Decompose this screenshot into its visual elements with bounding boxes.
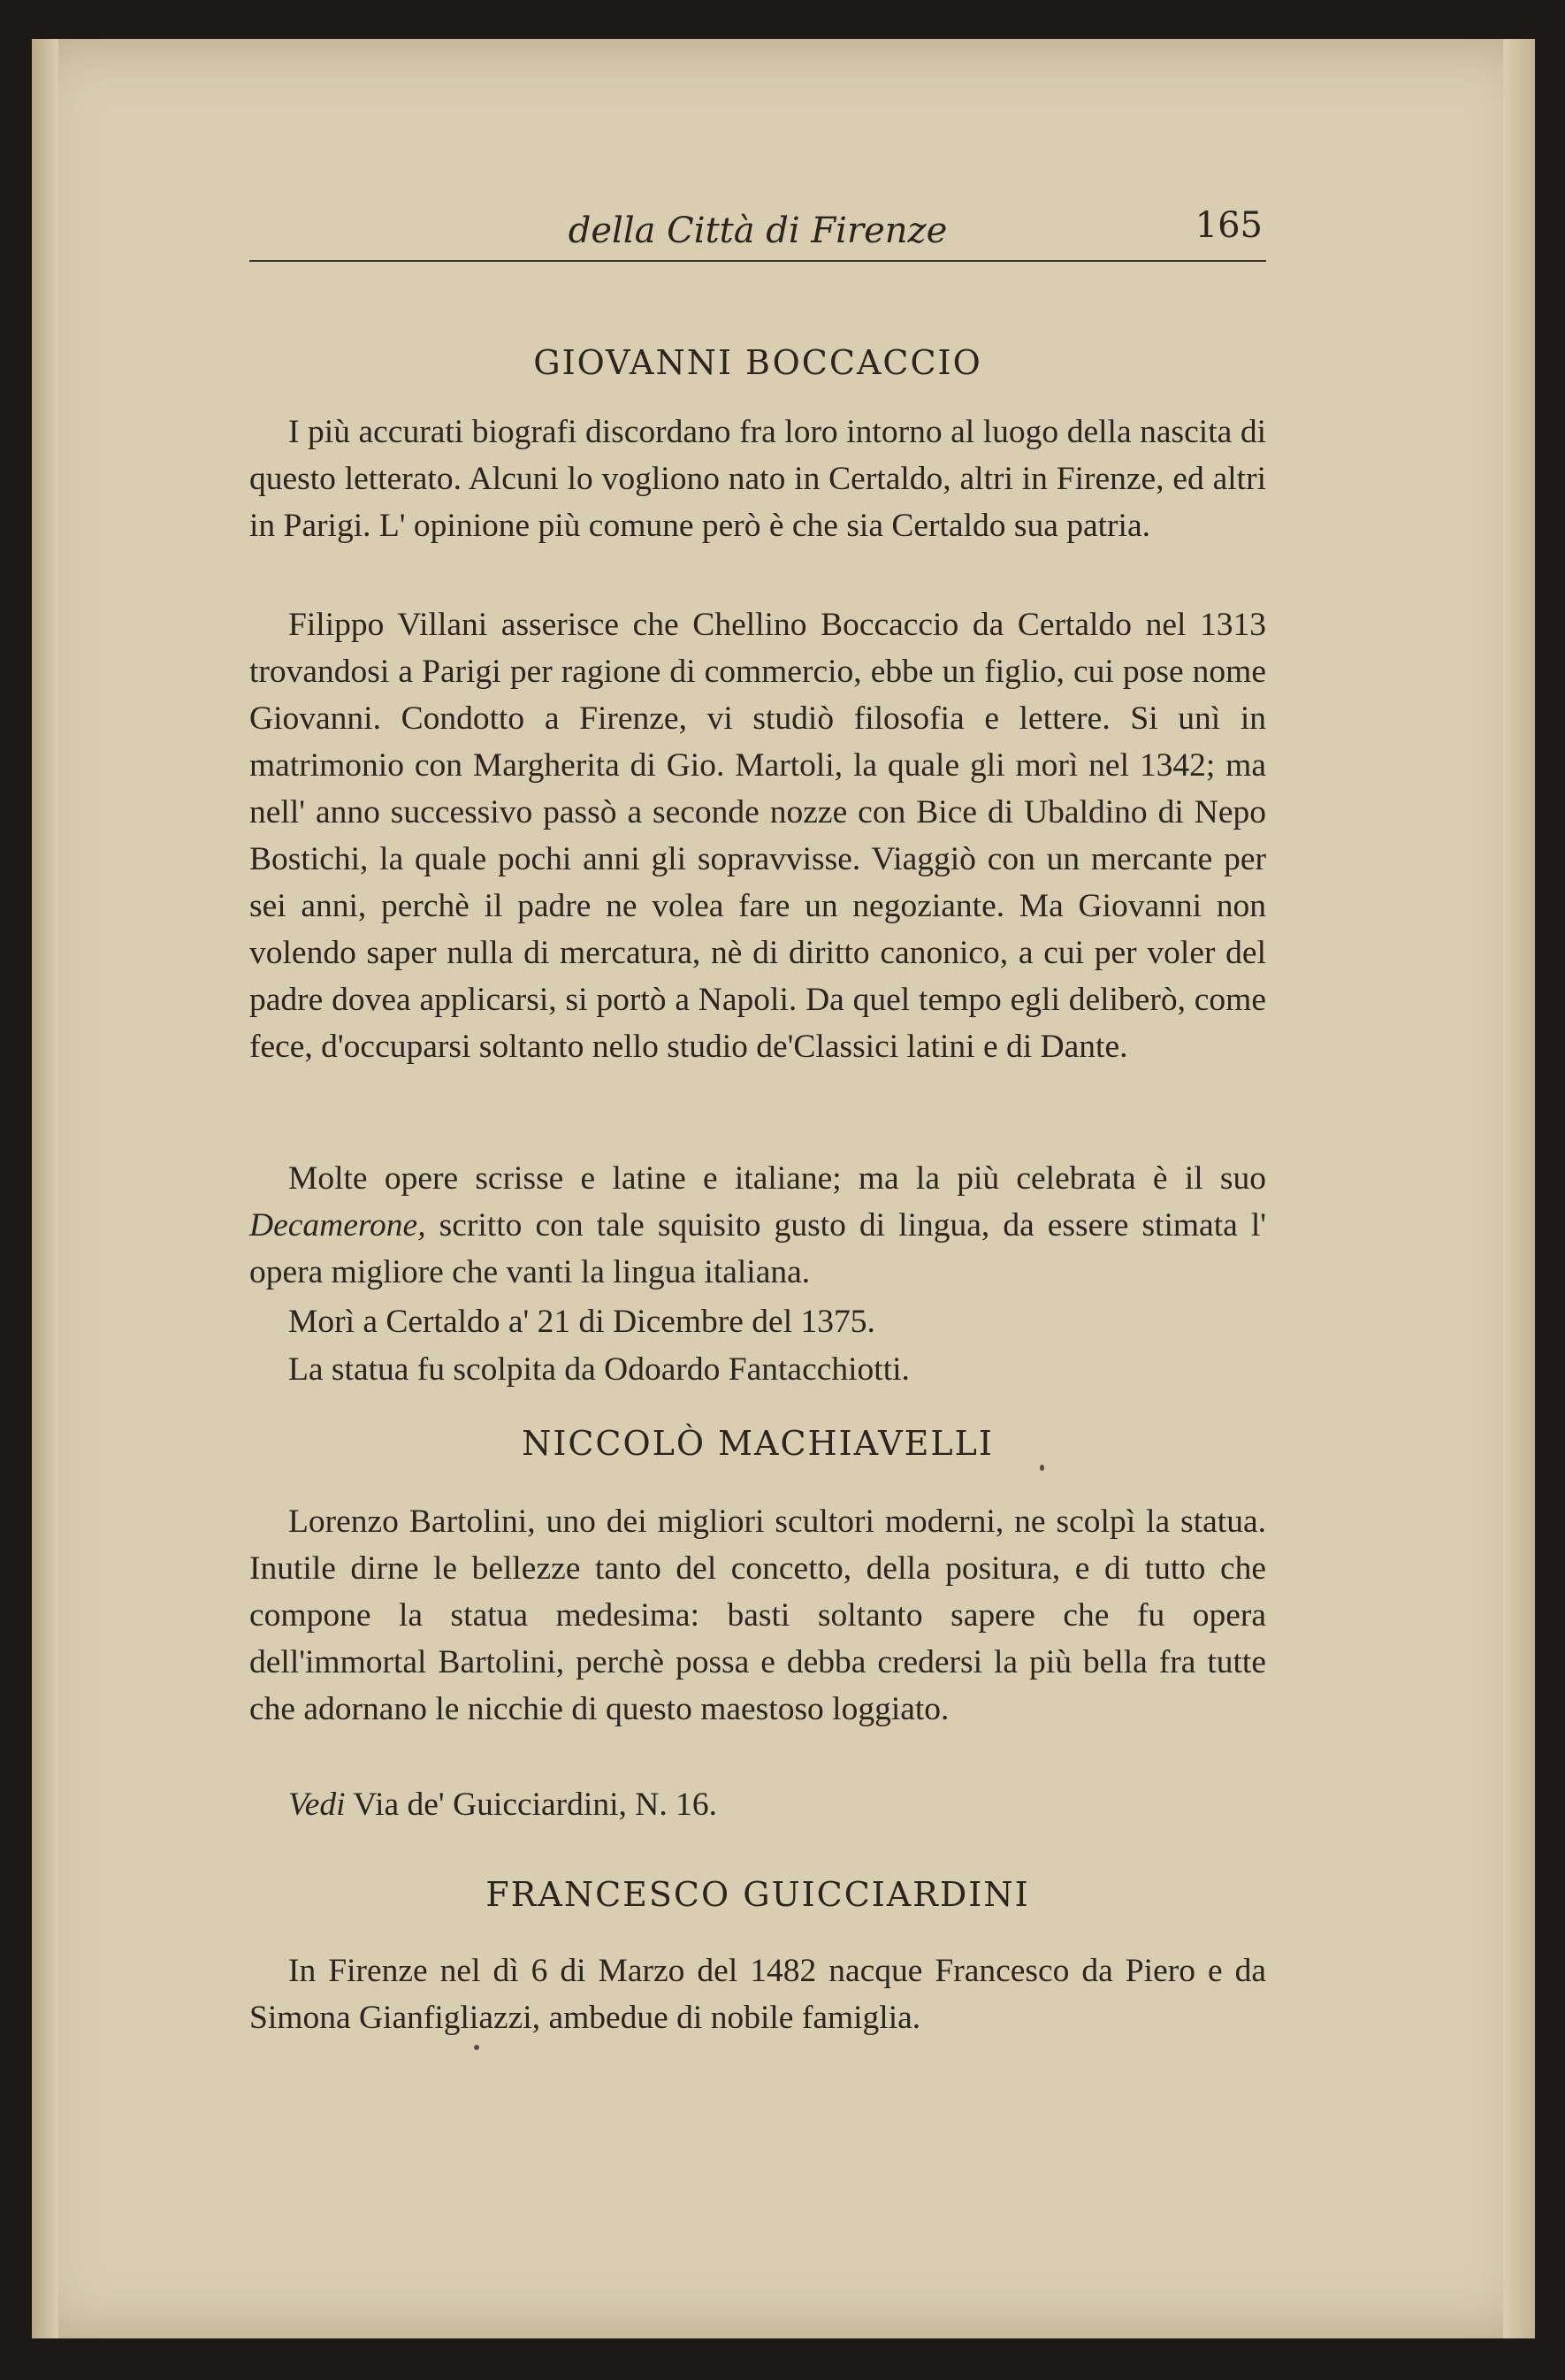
- ink-speck: [1040, 1465, 1044, 1471]
- paragraph-machiavelli-2-text: Via de' Guicciardini, N. 16.: [345, 1787, 717, 1823]
- heading-giovanni-boccaccio: GIOVANNI BOCCACCIO: [533, 343, 982, 382]
- paragraph-boccaccio-4: Morì a Certaldo a' 21 di Dicembre del 1375.: [288, 1304, 875, 1340]
- paragraph-boccaccio-1: I più accurati biografi discordano fra loro intorno al luogo della nascita di questo letterato. Alcuni lo vogliono nato in Certaldo, altri in Firenze, ed altri in Parigi. L' opinione più comune però è che sia Certaldo sua patria.: [249, 414, 1266, 544]
- paragraph-boccaccio-3-text-a: Molte opere scrisse e latine e italiane; ma la più celebrata è il suo: [288, 1160, 1266, 1197]
- paragraph-machiavelli-1: Lorenzo Bartolini, uno dei migliori scultori moderni, ne scolpì la statua. Inutile dirne le bellezze tanto del concetto, della positura, e di tutto che compone la statua medesima: basti soltanto sapere che fu opera dell'immortal Bartolini, perchè possa e debba credersi la più bella fra tutte che adornano le nicchie di questo maestoso loggiato.: [249, 1504, 1266, 1727]
- paragraph-machiavelli-2: [249, 1781, 1266, 1828]
- book-page: [32, 39, 1535, 2338]
- paragraph-guicciardini-1: In Firenze nel dì 6 di Marzo del 1482 nacque Francesco da Piero e da Simona Gianfigliazzi, ambedue di nobile famiglia.: [249, 1953, 1266, 2036]
- running-title: della Città di Firenze: [568, 210, 948, 251]
- paragraph-boccaccio-2: Filippo Villani asserisce che Chellino Boccaccio da Certaldo nel 1313 trovandosi a Parigi per ragione di commercio, ebbe un figlio, cui pose nome Giovanni. Condotto a Firenze, vi studiò filosofia e lettere. Si unì in matrimonio con Margherita di Gio. Martoli, la quale gli morì nel 1342; ma nell' anno successivo passò a seconde nozze con Bice di Ubaldino di Nepo Bostichi, la quale pochi anni gli sopravvisse. Viaggiò con un mercante per sei anni, perchè il padre ne volea fare un negoziante. Ma Giovanni non volendo saper nulla di mercatura, nè di diritto canonico, a cui per voler del padre dovea applicarsi, si portò a Napoli. Da quel tempo egli deliberò, come fece, d'occuparsi soltanto nello studio de'Classici latini e di Dante.: [249, 607, 1266, 1065]
- vedi-italic: Vedi: [288, 1787, 346, 1823]
- paragraph-boccaccio-3: [249, 1155, 1266, 1296]
- paragraph-boccaccio-5: La statua fu scolpita da Odoardo Fantacchiotti.: [288, 1351, 910, 1388]
- heading-niccolo-machiavelli: NICCOLÒ MACHIAVELLI: [522, 1424, 994, 1463]
- ink-speck: [474, 2045, 479, 2050]
- running-header: [249, 195, 1266, 262]
- paragraph-boccaccio-3-text-b: scritto con tale squisito gusto di lingua, da essere stimata l' opera migliore che vanti la lingua italiana.: [249, 1207, 1266, 1290]
- decamerone-italic: Decamerone,: [249, 1207, 426, 1244]
- page-number: 165: [1195, 205, 1263, 246]
- heading-francesco-guicciardini: FRANCESCO GUICCIARDINI: [485, 1875, 1030, 1914]
